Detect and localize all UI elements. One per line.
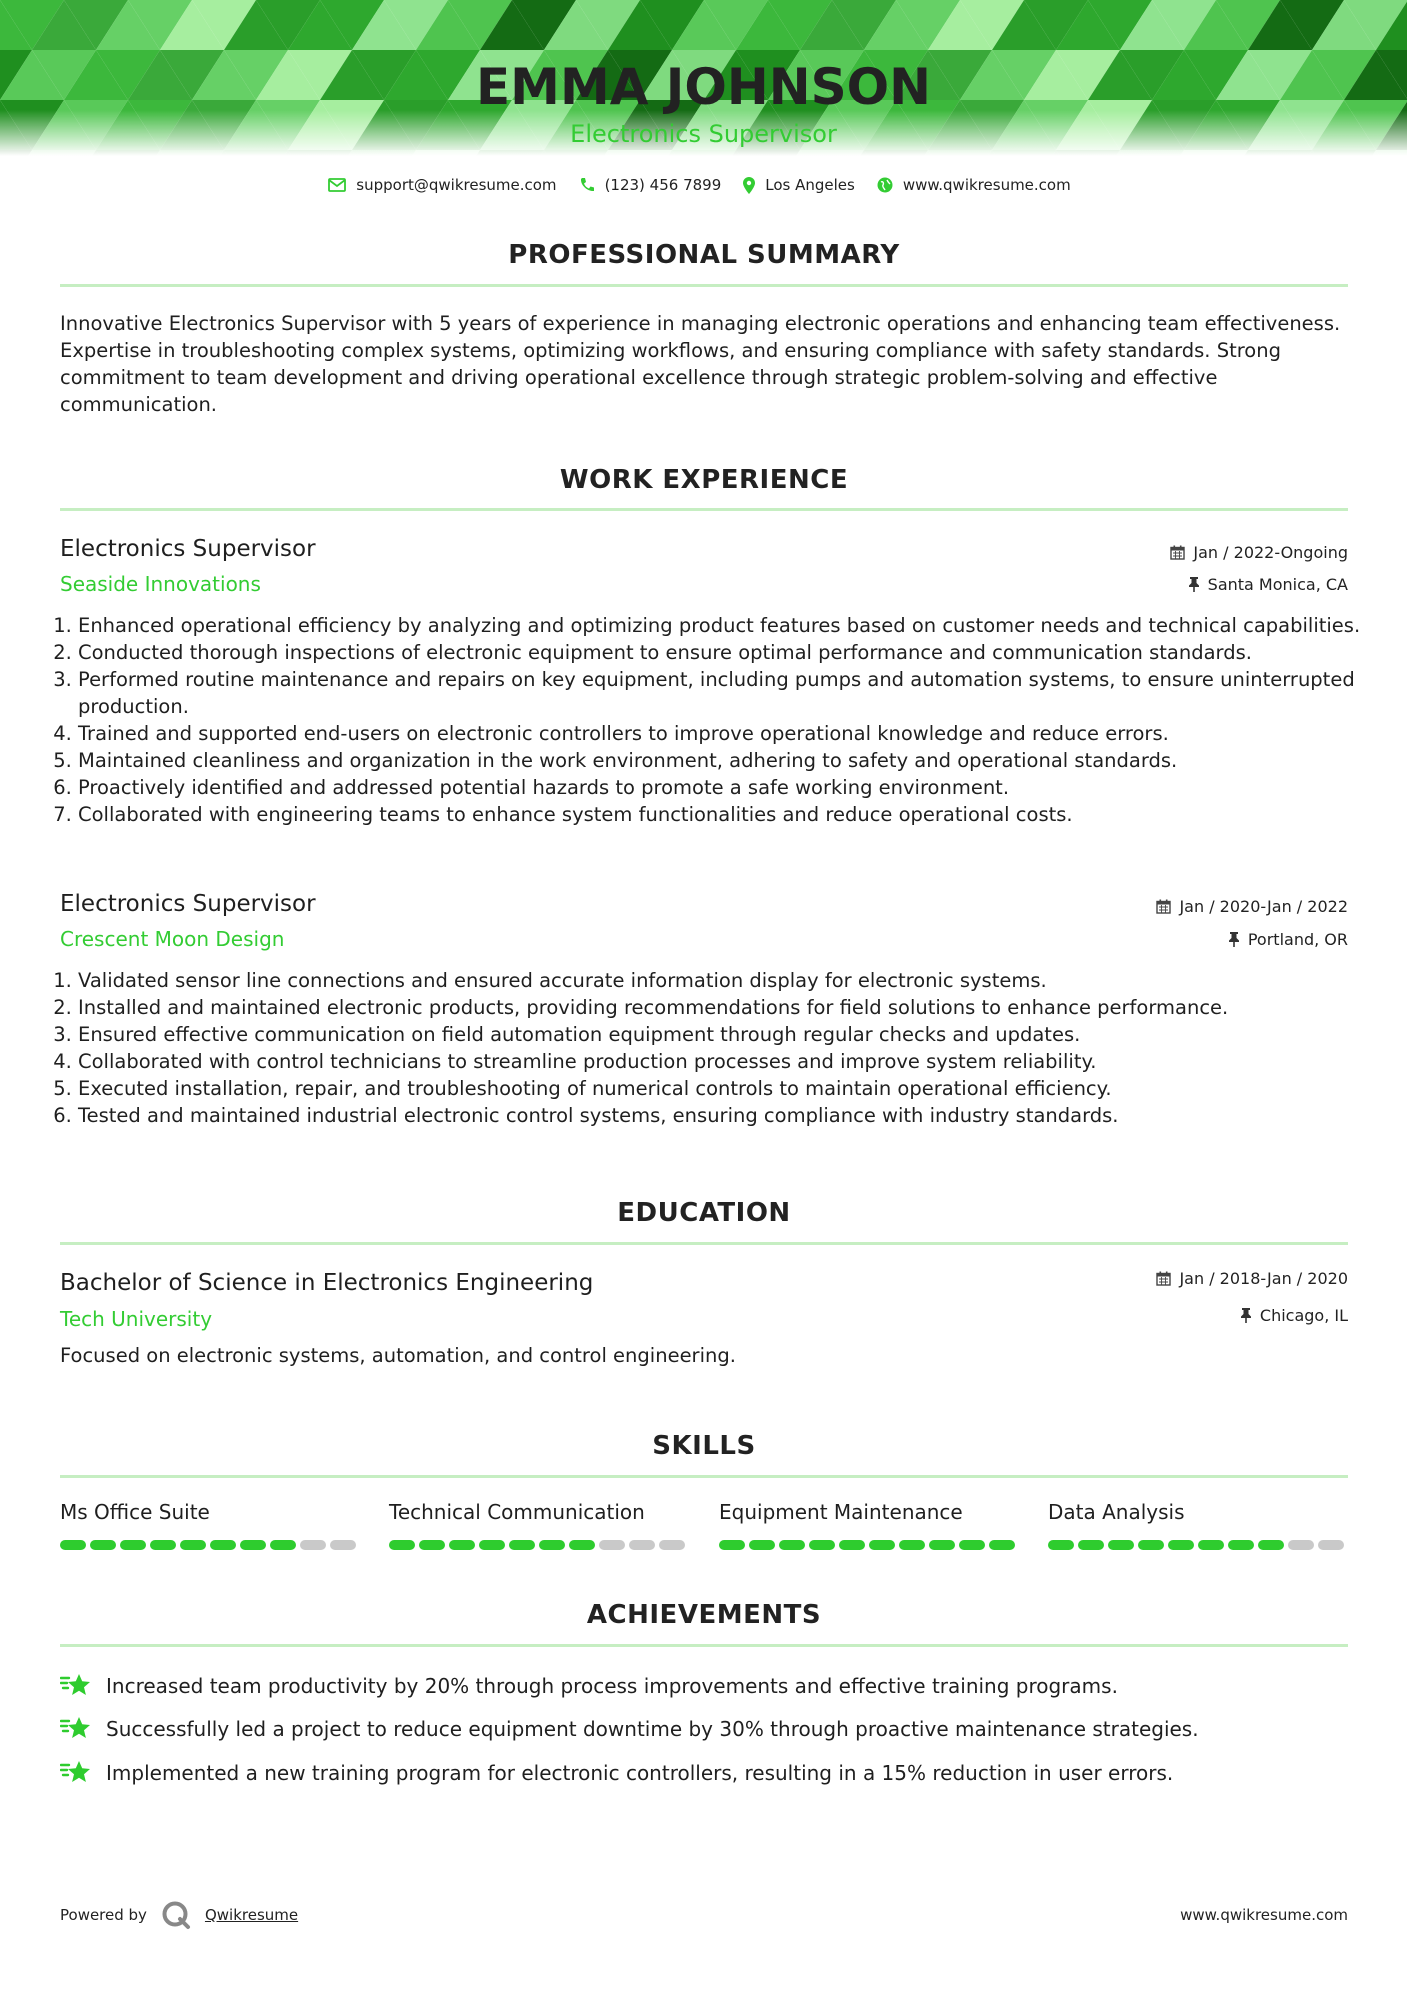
- skill-name: Data Analysis: [1048, 1500, 1185, 1524]
- skill-level-bar: [389, 1540, 689, 1550]
- skill-dot-filled: [1168, 1540, 1194, 1550]
- skill-dot-filled: [1138, 1540, 1164, 1550]
- skill-dot-filled: [989, 1540, 1015, 1550]
- achievement-text: Successfully led a project to reduce equipment downtime by 30% through proactive maintenance strategies.: [106, 1717, 1199, 1741]
- skill-item: [60, 1500, 360, 1550]
- skill-dot-filled: [1228, 1540, 1254, 1550]
- skill-dot-filled: [929, 1540, 955, 1550]
- skill-dot-empty: [659, 1540, 685, 1550]
- email-text: support@qwikresume.com: [356, 176, 557, 194]
- job-location-text: Santa Monica, CA: [1207, 575, 1348, 594]
- candidate-title: Electronics Supervisor: [570, 120, 837, 148]
- section-title-achievements: ACHIEVEMENTS: [586, 1600, 822, 1630]
- skill-dot-filled: [90, 1540, 116, 1550]
- achievement-item: [60, 1759, 1350, 1787]
- calendar-icon: [1156, 899, 1171, 914]
- job-location: [1228, 930, 1348, 949]
- skill-dot-filled: [869, 1540, 895, 1550]
- skill-dot-filled: [150, 1540, 176, 1550]
- contact-website[interactable]: [877, 176, 1071, 194]
- job-dates: [1170, 543, 1348, 562]
- skill-dot-filled: [60, 1540, 86, 1550]
- section-divider: [60, 1644, 1348, 1647]
- achievement-text: Increased team productivity by 20% through process improvements and effective training programs.: [106, 1674, 1118, 1698]
- job-dates-text: Jan / 2022-Ongoing: [1193, 543, 1348, 562]
- list-item: 7. Collaborated with engineering teams to enhance system functionalities and reduce operational costs.: [78, 801, 1378, 828]
- skill-dot-filled: [539, 1540, 565, 1550]
- list-item: 1. Validated sensor line connections and ensured accurate information display for electronic systems.: [78, 967, 1378, 994]
- list-item: 3. Ensured effective communication on field automation equipment through regular checks and updates.: [78, 1021, 1378, 1048]
- contact-bar: [0, 173, 1407, 197]
- list-item: 2. Conducted thorough inspections of electronic equipment to ensure optimal performance and communication standards.: [78, 639, 1378, 666]
- education-dates-text: Jan / 2018-Jan / 2020: [1179, 1269, 1348, 1288]
- skill-dot-filled: [1108, 1540, 1134, 1550]
- skill-item: [719, 1500, 1019, 1550]
- skill-dot-filled: [419, 1540, 445, 1550]
- contact-location: [743, 176, 855, 194]
- list-item: 1. Enhanced operational efficiency by analyzing and optimizing product features based on customer needs and technical capabilities.: [78, 612, 1378, 639]
- skill-dot-filled: [569, 1540, 595, 1550]
- job-title: Electronics Supervisor: [60, 536, 316, 562]
- skill-dot-filled: [449, 1540, 475, 1550]
- skill-dot-filled: [1198, 1540, 1224, 1550]
- skill-dot-filled: [210, 1540, 236, 1550]
- school-name: Tech University: [60, 1307, 213, 1331]
- skill-level-bar: [719, 1540, 1019, 1550]
- list-item: 2. Installed and maintained electronic products, providing recommendations for field solutions to enhance performance.: [78, 994, 1378, 1021]
- skill-dot-filled: [509, 1540, 535, 1550]
- skill-dot-empty: [629, 1540, 655, 1550]
- job-location: [1188, 575, 1348, 594]
- star-icon: [60, 1759, 92, 1787]
- company-name: Crescent Moon Design: [60, 927, 285, 951]
- powered-by-label: Powered by: [60, 1906, 147, 1924]
- skill-dot-filled: [270, 1540, 296, 1550]
- calendar-icon: [1156, 1271, 1171, 1286]
- job-dates-text: Jan / 2020-Jan / 2022: [1179, 897, 1348, 916]
- pushpin-icon: [1240, 1308, 1252, 1323]
- skill-level-bar: [60, 1540, 360, 1550]
- list-item: 5. Maintained cleanliness and organization in the work environment, adhering to safety and operational standards.: [78, 747, 1378, 774]
- degree-title: Bachelor of Science in Electronics Engineering: [60, 1270, 594, 1296]
- education-description: Focused on electronic systems, automation, and control engineering.: [60, 1344, 736, 1367]
- contact-email[interactable]: [328, 176, 556, 194]
- phone-icon: [579, 177, 595, 193]
- skill-dot-filled: [389, 1540, 415, 1550]
- skill-dot-filled: [1078, 1540, 1104, 1550]
- section-divider: [60, 1242, 1348, 1245]
- pushpin-icon: [1228, 932, 1240, 947]
- star-icon: [60, 1672, 92, 1700]
- job-dates: [1156, 897, 1348, 916]
- education-location: [1240, 1306, 1348, 1325]
- section-title-education: EDUCATION: [617, 1198, 791, 1228]
- section-divider: [60, 1475, 1348, 1478]
- footer-powered-by: [60, 1900, 298, 1930]
- skill-dot-empty: [300, 1540, 326, 1550]
- skill-dot-filled: [719, 1540, 745, 1550]
- skill-level-bar: [1048, 1540, 1348, 1550]
- skill-dot-empty: [1318, 1540, 1344, 1550]
- section-divider: [60, 508, 1348, 511]
- achievement-item: [60, 1672, 1350, 1700]
- skill-item: [1048, 1500, 1348, 1550]
- list-item: 4. Collaborated with control technicians to streamline production processes and improve system reliability.: [78, 1048, 1378, 1075]
- skill-dot-filled: [779, 1540, 805, 1550]
- job-responsibilities: [52, 612, 1378, 828]
- skill-dot-filled: [1048, 1540, 1074, 1550]
- qwikresume-logo-icon: [161, 1900, 191, 1930]
- list-item: 5. Executed installation, repair, and troubleshooting of numerical controls to maintain operational efficiency.: [78, 1075, 1378, 1102]
- skill-dot-filled: [959, 1540, 985, 1550]
- candidate-name: EMMA JOHNSON: [476, 58, 931, 116]
- location-text: Los Angeles: [765, 176, 855, 194]
- education-location-text: Chicago, IL: [1259, 1306, 1348, 1325]
- section-title-experience: WORK EXPERIENCE: [559, 465, 849, 495]
- job-responsibilities: [52, 967, 1378, 1129]
- pushpin-icon: [1188, 577, 1200, 592]
- skill-name: Technical Communication: [389, 1500, 645, 1524]
- phone-text: (123) 456 7899: [604, 176, 722, 194]
- skill-item: [389, 1500, 689, 1550]
- skill-dot-filled: [839, 1540, 865, 1550]
- section-title-summary: PROFESSIONAL SUMMARY: [508, 240, 900, 270]
- list-item: 6. Tested and maintained industrial electronic control systems, ensuring compliance with industry standards.: [78, 1102, 1378, 1129]
- list-item: 6. Proactively identified and addressed potential hazards to promote a safe working environment.: [78, 774, 1378, 801]
- skill-dot-filled: [479, 1540, 505, 1550]
- skill-dot-filled: [180, 1540, 206, 1550]
- skill-dot-empty: [330, 1540, 356, 1550]
- achievement-item: [60, 1715, 1350, 1743]
- calendar-icon: [1170, 545, 1185, 560]
- achievement-text: Implemented a new training program for electronic controllers, resulting in a 15% reduction in user errors.: [106, 1761, 1174, 1785]
- job-location-text: Portland, OR: [1247, 930, 1348, 949]
- qwikresume-link[interactable]: Qwikresume: [204, 1906, 299, 1924]
- list-item: 3. Performed routine maintenance and repairs on key equipment, including pumps and automation systems, to ensure uninterrupted production.: [78, 666, 1378, 720]
- summary-text: Innovative Electronics Supervisor with 5 years of experience in managing electronic operations and enhancing team effectiveness. Expertise in troubleshooting complex systems, optimizing workflows, and ensuring compliance with safety standards. Strong commitment to team development and driving operational excellence through strategic problem-solving and effective communication.: [60, 312, 1341, 416]
- job-title: Electronics Supervisor: [60, 891, 316, 917]
- globe-icon: [877, 177, 893, 193]
- education-dates: [1156, 1269, 1348, 1288]
- skill-dot-filled: [120, 1540, 146, 1550]
- website-text: www.qwikresume.com: [902, 176, 1071, 194]
- envelope-icon: [328, 178, 346, 192]
- skill-dot-filled: [1258, 1540, 1284, 1550]
- skill-dot-filled: [899, 1540, 925, 1550]
- skill-dot-filled: [809, 1540, 835, 1550]
- section-title-skills: SKILLS: [652, 1431, 756, 1461]
- list-item: 4. Trained and supported end-users on electronic controllers to improve operational knowledge and reduce errors.: [78, 720, 1378, 747]
- contact-phone[interactable]: [579, 176, 722, 194]
- skill-dot-empty: [599, 1540, 625, 1550]
- skill-dot-empty: [1288, 1540, 1314, 1550]
- skill-name: Equipment Maintenance: [719, 1500, 963, 1524]
- section-divider: [60, 284, 1348, 287]
- company-name: Seaside Innovations: [60, 572, 261, 596]
- map-pin-icon: [743, 177, 755, 194]
- skill-dot-filled: [240, 1540, 266, 1550]
- star-icon: [60, 1715, 92, 1743]
- footer-website[interactable]: www.qwikresume.com: [1180, 1906, 1348, 1924]
- skill-name: Ms Office Suite: [60, 1500, 210, 1524]
- skill-dot-filled: [749, 1540, 775, 1550]
